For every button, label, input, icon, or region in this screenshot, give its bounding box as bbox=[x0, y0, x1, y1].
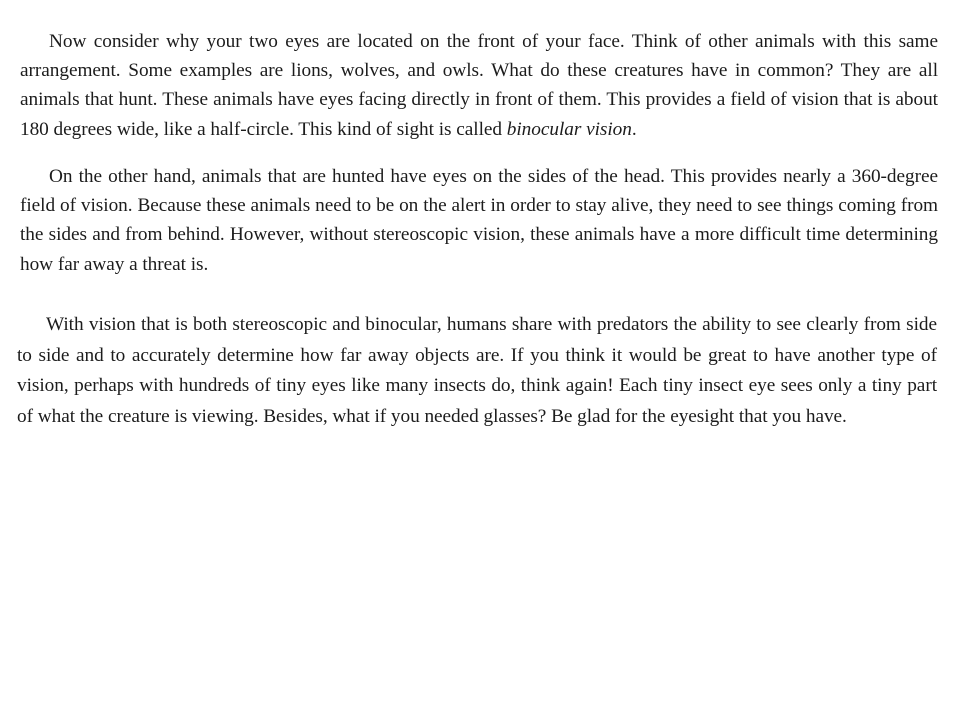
paragraph-3-text: With vision that is both stereoscopic and binocular, humans share with predators the ability to see clearly from side to side and to accurately determine how far away objects are. If you think it would be great to have another type of vision, perhaps with hundreds of tiny eyes like many insects do, think again! Each tiny insect eye sees only a tiny part of what the creature is viewing. Besides, what if you needed glasses? Be glad for the eyesight that you have. bbox=[17, 314, 937, 427]
paragraph-1-text-end: . bbox=[631, 118, 637, 140]
paragraph-1 bbox=[20, 27, 938, 144]
paragraph-2 bbox=[20, 162, 938, 279]
paragraph-1-text: Now consider why your two eyes are located on the front of your face. Think of other animals with this same arrangement. Some examples are lions, wolves, and owls. What do these creatures have in common? They are all animals that hunt. These animals have eyes facing directly in front of them. This provides a field of vision that is about 180 degrees wide, like a half-circle. This kind of sight is called bbox=[20, 31, 938, 140]
paragraph-2-text: On the other hand, animals that are hunted have eyes on the sides of the head. This provides nearly a 360-degree field of vision. Because these animals need to be on the alert in order to stay alive, they need to see things coming from the sides and from behind. However, without stereoscopic vision, these animals have a more difficult time determining how far away a threat is. bbox=[20, 166, 938, 275]
paragraph-3 bbox=[17, 310, 937, 432]
paragraph-1-emphasis: binocular vision bbox=[506, 118, 632, 140]
